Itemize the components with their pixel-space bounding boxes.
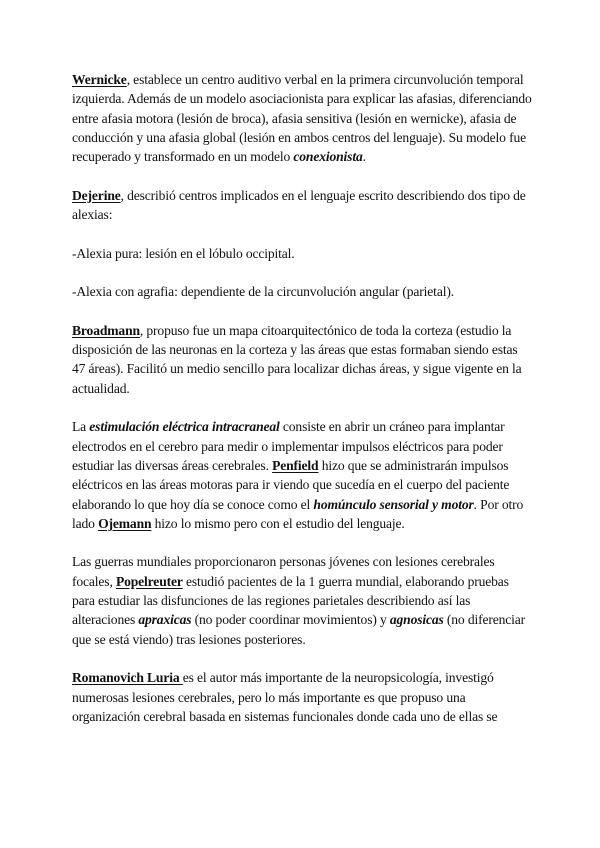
author-name-ojemann: Ojemann bbox=[98, 515, 152, 531]
paragraph-text: (no diferenciar que se está viendo) tras lesiones posteriores. bbox=[72, 612, 526, 647]
author-name-luria: Romanovich Luria bbox=[72, 670, 183, 686]
author-name-popelreuter: Popelreuter bbox=[115, 573, 183, 589]
paragraph-broadmann bbox=[72, 321, 534, 398]
paragraph-estimulacion bbox=[72, 417, 534, 533]
paragraph-text: , describió centros implicados en el lenguaje escrito describiendo dos tipo de alexias: bbox=[72, 187, 526, 223]
key-term-homunculo: homúnculo sensorial y motor bbox=[313, 496, 474, 512]
paragraph-text: , establece un centro auditivo verbal en la primera circunvolución temporal izquierda. Además de un modelo asociacionista para explicar las afasias, diferenciando entre afasia motora (lesión de broca), afasia sensitiva (lesión en wernicke), afasia de conducción y una afasia global (lesión en ambos centros del lenguaje). Su modelo fue recuperado y transformado en un modelo bbox=[72, 72, 532, 165]
paragraph-text: . bbox=[362, 149, 366, 165]
author-name-broadmann: Broadmann bbox=[72, 322, 140, 338]
paragraph-text: consiste en abrir un cráneo para implantar electrodos en el cerebro para medir o implementar impulsos eléctricos para poder estudiar las diversas áreas cerebrales. bbox=[72, 419, 505, 473]
paragraph-text: hizo lo mismo pero con el estudio del lenguaje. bbox=[151, 515, 405, 531]
author-name-dejerine: Dejerine bbox=[72, 187, 121, 203]
paragraph-text: . Por otro lado bbox=[72, 496, 524, 531]
list-item-alexia-agrafia: -Alexia con agrafia: dependiente de la circunvolución angular (parietal). bbox=[72, 284, 454, 300]
paragraph-dejerine bbox=[72, 186, 534, 225]
paragraph-wernicke bbox=[72, 70, 534, 166]
paragraph-text: (no poder coordinar movimientos) y bbox=[191, 612, 390, 628]
author-name-penfield: Penfield bbox=[272, 457, 319, 473]
paragraph-guerras bbox=[72, 552, 534, 648]
paragraph-text: hizo que se administrarán impulsos eléctricos en las áreas motoras para ir viendo que sucedía en el cuerpo del paciente elaborando lo que hoy día se conoce como el bbox=[72, 457, 510, 512]
paragraph-text: Las guerras mundiales proporcionaron personas jóvenes con lesiones cerebrales focales, bbox=[72, 554, 495, 589]
key-term-agnosicas: agnosicas bbox=[389, 612, 444, 628]
author-name-wernicke: Wernicke bbox=[72, 72, 127, 87]
paragraph-luria bbox=[72, 668, 534, 726]
paragraph-text: , propuso fue un mapa citoarquitectónico de toda la corteza (estudio la disposición de las neuronas en la corteza y las áreas que estas formaban siendo estas 47 áreas). Facilitó un medio sencillo para localizar dichas áreas, y sigue vigente en la actualidad. bbox=[72, 322, 522, 396]
paragraph-text: es el autor más importante de la neuropsicología, investigó numerosas lesiones cerebrales, pero lo más importante es que propuso una organización cerebral basada en sistemas funcionales donde cada uno de ellas se bbox=[72, 670, 498, 724]
key-term-estimulacion: estimulación eléctrica intracraneal bbox=[89, 419, 280, 435]
key-term-apraxicas: apraxicas bbox=[138, 612, 192, 628]
list-item-alexia-pura: -Alexia pura: lesión en el lóbulo occipital. bbox=[72, 245, 295, 261]
key-term-conexionista: conexionista bbox=[293, 149, 363, 165]
paragraph-text: La bbox=[72, 419, 90, 435]
paragraph-text: estudió pacientes de la 1 guerra mundial, elaborando pruebas para estudiar las disfunciones de las regiones parietales describiendo así las alteraciones bbox=[72, 573, 509, 628]
document-page bbox=[72, 70, 534, 745]
